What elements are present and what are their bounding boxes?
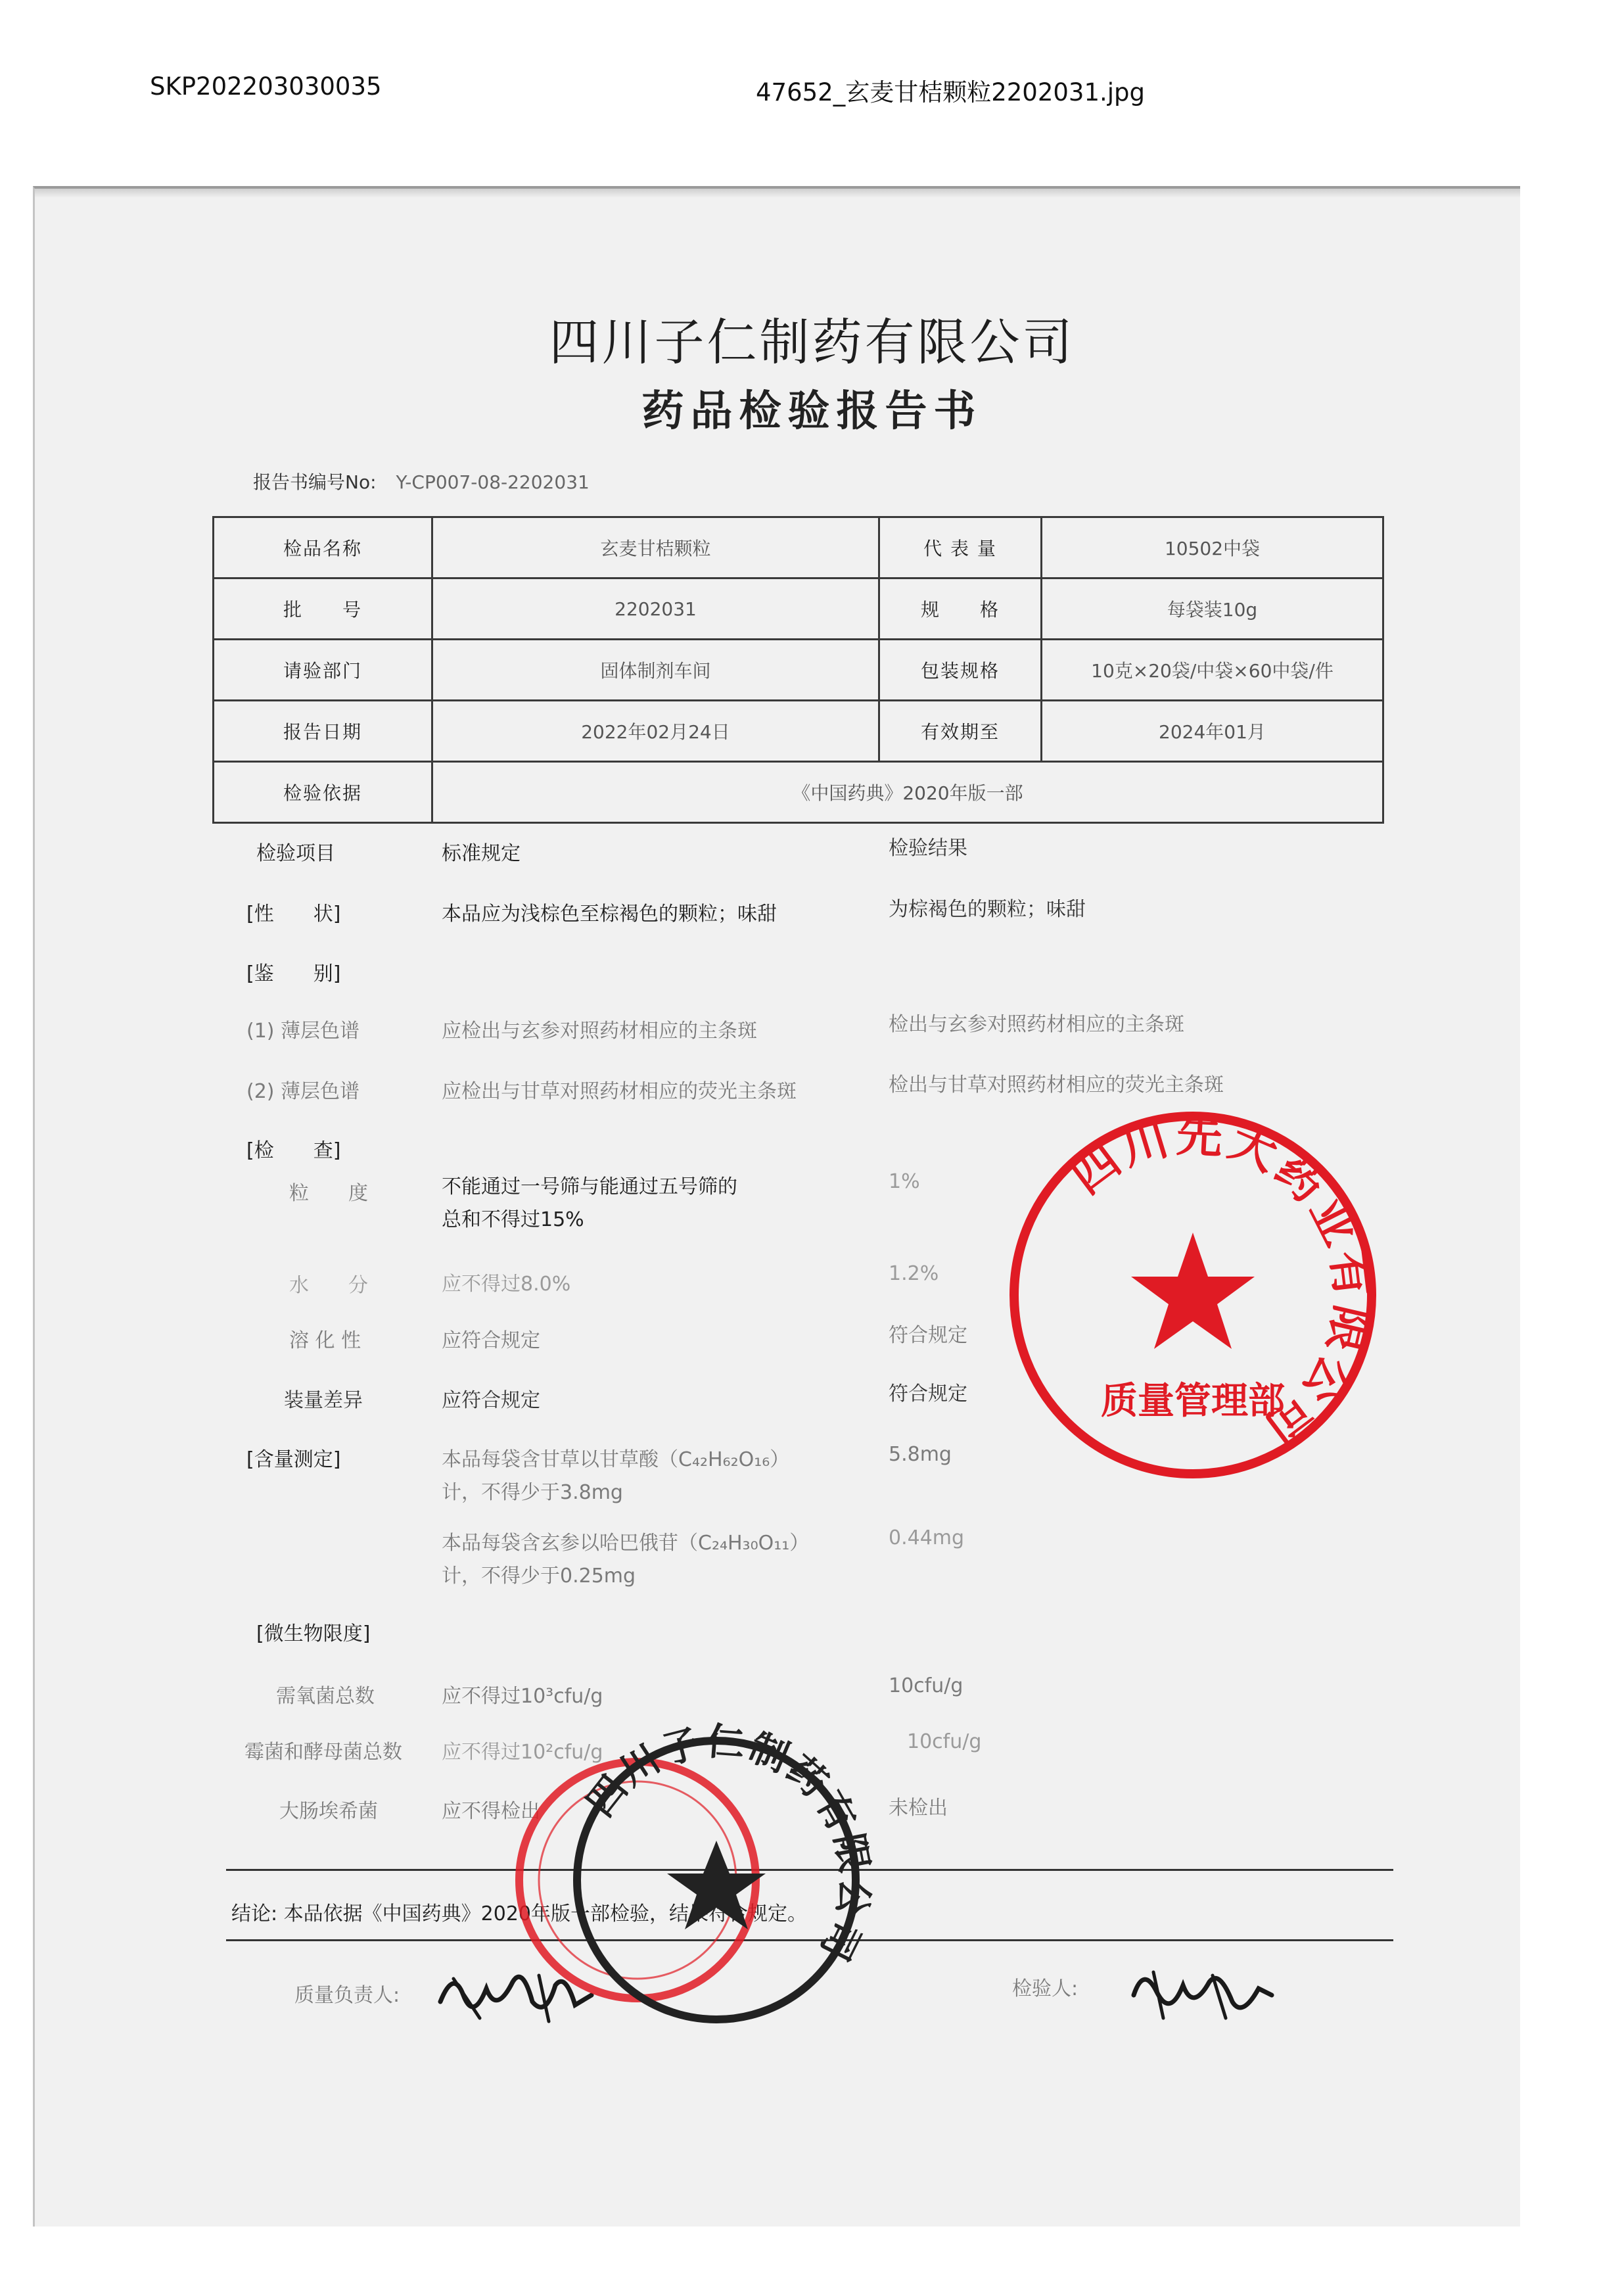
seal-dept-text: 质量管理部 — [1101, 1380, 1285, 1423]
packaging-label: 包装规格 — [879, 640, 1042, 701]
assay-item1-line2: 计，不得少于3.8mg — [442, 1481, 623, 1504]
assay-item2-line2: 计，不得少于0.25mg — [442, 1565, 636, 1588]
representative-qty: 10502中袋 — [1042, 517, 1383, 578]
aerobic-standard: 应不得过10³cfu/g — [442, 1685, 603, 1708]
tlc1-standard: 应检出与玄参对照药材相应的主条斑 — [442, 1020, 757, 1043]
tlc1-label: (1) 薄层色谱 — [246, 1020, 360, 1043]
col-item-header: 检验项目 — [256, 842, 335, 865]
solubility-result: 符合规定 — [889, 1324, 967, 1347]
info-table — [212, 516, 1384, 824]
moisture-result: 1.2% — [889, 1262, 939, 1285]
fill-variation-label: 装量差异 — [284, 1389, 363, 1412]
identification-label: [鉴 别] — [246, 962, 341, 985]
inspector-signature — [1127, 1956, 1278, 2028]
table-row — [214, 578, 1383, 640]
table-row — [214, 701, 1383, 762]
aerobic-result: 10cfu/g — [889, 1674, 963, 1697]
assay-item1-line1: 本品每袋含甘草以甘草酸（C₄₂H₆₂O₁₆） — [442, 1448, 790, 1471]
character-label: [性 状] — [246, 903, 341, 926]
company-seal — [499, 1709, 907, 2038]
seal-star-icon — [1131, 1233, 1255, 1349]
product-name-label: 检品名称 — [214, 517, 432, 578]
mold-yeast-result: 10cfu/g — [907, 1730, 982, 1753]
fill-variation-result: 符合规定 — [889, 1382, 967, 1405]
aerobic-label: 需氧菌总数 — [276, 1685, 375, 1708]
particle-standard-line2: 总和不得过15% — [442, 1208, 584, 1231]
character-result: 为棕褐色的颗粒；味甜 — [889, 898, 1086, 921]
table-row — [214, 517, 1383, 578]
ecoli-result: 未检出 — [889, 1797, 948, 1820]
qa-label: 质量负责人: — [294, 1984, 400, 2007]
document-title: 药品检验报告书 — [641, 387, 983, 436]
tlc1-result: 检出与玄参对照药材相应的主条斑 — [889, 1013, 1184, 1036]
report-number — [253, 468, 590, 494]
table-row — [214, 762, 1383, 823]
svg-text:四川子仁制药有限公司 — [578, 1718, 878, 1969]
assay-item2-line1: 本品每袋含玄参以哈巴俄苷（C₂₄H₃₀O₁₁） — [442, 1532, 810, 1555]
character-standard: 本品应为浅棕色至棕褐色的颗粒；味甜 — [442, 903, 777, 926]
solubility-label: 溶 化 性 — [289, 1329, 361, 1352]
report-number-label: 报告书编号No: — [253, 471, 377, 493]
table-row — [214, 640, 1383, 701]
moisture-label: 水 分 — [289, 1274, 368, 1297]
company-name: 四川子仁制药有限公司 — [549, 313, 1075, 371]
product-name: 玄麦甘桔颗粒 — [432, 517, 879, 578]
report-number-value: Y-CP007-08-2202031 — [396, 471, 590, 493]
conclusion-label: 结论: — [231, 1902, 278, 1925]
inspection-label: [检 查] — [246, 1139, 341, 1162]
batch-number: 2202031 — [432, 578, 879, 640]
particle-label: 粒 度 — [289, 1182, 368, 1205]
assay-label: [含量测定] — [246, 1448, 341, 1471]
mold-yeast-label: 霉菌和酵母菌总数 — [244, 1741, 402, 1764]
report-date: 2022年02月24日 — [432, 701, 879, 762]
tlc2-standard: 应检出与甘草对照药材相应的荧光主条斑 — [442, 1080, 797, 1103]
representative-qty-label: 代 表 量 — [879, 517, 1042, 578]
particle-standard-line1: 不能通过一号筛与能通过五号筛的 — [442, 1175, 737, 1198]
report-date-label: 报告日期 — [214, 701, 432, 762]
dept-label: 请验部门 — [214, 640, 432, 701]
spec-label: 规 格 — [879, 578, 1042, 640]
fill-variation-standard: 应符合规定 — [442, 1389, 540, 1412]
ecoli-standard: 应不得检出 — [442, 1800, 540, 1823]
basis: 《中国药典》2020年版一部 — [432, 762, 1383, 823]
spec: 每袋装10g — [1042, 578, 1383, 640]
file-code: SKP202203030035 — [150, 72, 382, 101]
company-seal-text: 四川子仁制药有限公司 — [577, 1718, 878, 1970]
ecoli-label: 大肠埃希菌 — [279, 1800, 378, 1823]
conclusion-text: 本品依据《中国药典》2020年版一部检验，结果符合规定。 — [283, 1902, 808, 1925]
basis-label: 检验依据 — [214, 762, 432, 823]
microbial-label: [微生物限度] — [256, 1622, 371, 1645]
batch-label: 批 号 — [214, 578, 432, 640]
inspector-label: 检验人: — [1012, 1977, 1079, 2000]
col-standard-header: 标准规定 — [442, 842, 521, 865]
dept: 固体制剂车间 — [432, 640, 879, 701]
tlc2-label: (2) 薄层色谱 — [246, 1080, 360, 1103]
particle-result: 1% — [889, 1170, 920, 1193]
moisture-standard: 应不得过8.0% — [442, 1273, 571, 1296]
seal-company-text: 四川先大药业有限公司 — [1061, 1108, 1381, 1459]
quality-dept-seal — [1002, 1104, 1383, 1486]
file-name: 47652_玄麦甘桔颗粒2202031.jpg — [756, 78, 1145, 106]
expiry-label: 有效期至 — [879, 701, 1042, 762]
assay-item2-result: 0.44mg — [889, 1526, 965, 1549]
packaging: 10克×20袋/中袋×60中袋/件 — [1042, 640, 1383, 701]
mold-yeast-standard: 应不得过10²cfu/g — [442, 1741, 603, 1764]
expiry: 2024年01月 — [1042, 701, 1383, 762]
assay-item1-result: 5.8mg — [889, 1443, 952, 1466]
solubility-standard: 应符合规定 — [442, 1329, 540, 1352]
col-result-header: 检验结果 — [889, 837, 967, 860]
tlc2-result: 检出与甘草对照药材相应的荧光主条斑 — [889, 1073, 1224, 1096]
